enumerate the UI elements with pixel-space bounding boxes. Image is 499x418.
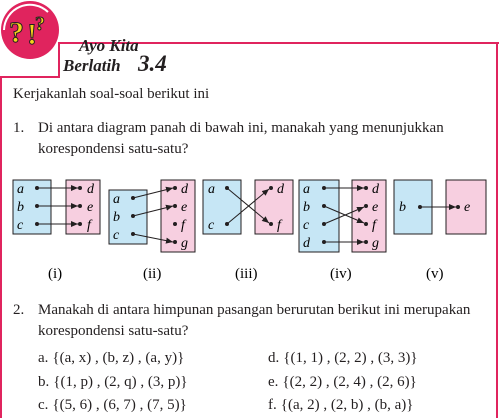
option-c: [38, 397, 187, 414]
svg-text:?: ?: [35, 13, 45, 35]
option-a-text: {(a, x) , (b, z) , (a, y)}: [52, 350, 185, 366]
diagram-i: [13, 180, 100, 234]
arrow-diagrams: [0, 170, 499, 288]
option-f: [268, 397, 413, 414]
diagram-iv-codomain-f: f: [372, 218, 376, 233]
question-1-line1: Di antara diagram panah di bawah ini, manakah yang menunjukkan: [38, 120, 444, 136]
diagram-iii-domain-c: c: [208, 218, 215, 233]
question-1-number: 1.: [13, 120, 25, 136]
diagram-i-domain-c: c: [17, 218, 24, 233]
svg-text:?: ?: [9, 16, 24, 49]
diagram-v-domain-b: b: [399, 200, 406, 215]
diagram-iii-domain-a: a: [208, 182, 215, 197]
section-number: 3.4: [138, 51, 167, 76]
diagram-ii-domain-b: b: [113, 210, 120, 225]
diagram-ii-codomain-d: d: [181, 182, 188, 197]
diagram-ii-codomain-f: f: [181, 218, 185, 233]
question-2-line2: korespondensi satu-satu?: [38, 323, 189, 339]
option-f-label: f.: [268, 397, 277, 413]
diagram-iv-label: (iv): [330, 266, 352, 282]
diagram-ii-codomain-g: g: [181, 236, 188, 251]
diagram-i-domain-b: b: [17, 200, 24, 215]
option-b: [38, 374, 188, 391]
diagram-ii-label: (ii): [143, 266, 162, 282]
option-c-text: {(5, 6) , (6, 7) , (7, 5)}: [52, 397, 187, 413]
svg-text:!: !: [27, 18, 37, 51]
diagram-ii: [109, 180, 195, 252]
question-2-number: 2.: [13, 302, 25, 318]
diagram-iv-domain-b: b: [303, 200, 310, 215]
diagram-iii: [203, 180, 293, 234]
diagram-iv-codomain-g: g: [372, 236, 379, 251]
option-f-text: {(a, 2) , (2, b) , (b, a)}: [280, 397, 414, 413]
diagram-i-codomain-f: f: [87, 218, 91, 233]
diagram-iv: [299, 180, 386, 252]
question-badge-icon: [0, 0, 64, 64]
option-a: [38, 350, 184, 367]
diagram-ii-codomain-e: e: [181, 200, 188, 215]
diagram-ii-domain-a: a: [113, 192, 120, 207]
instruction-text: Kerjakanlah soal-soal berikut ini: [13, 86, 210, 102]
section-title-line2: Berlatih: [63, 56, 121, 75]
section-frame-join: [0, 76, 60, 78]
diagram-iv-codomain-d: d: [372, 182, 379, 197]
option-c-label: c.: [38, 397, 49, 413]
option-d-text: {(1, 1) , (2, 2) , (3, 3)}: [283, 350, 418, 366]
option-e-label: e.: [268, 374, 279, 390]
diagram-ii-codomain-box: [161, 180, 195, 252]
diagram-v-label: (v): [426, 266, 444, 282]
diagram-iv-domain-c: c: [303, 218, 310, 233]
diagram-iii-codomain-box: [255, 180, 293, 234]
diagram-iv-domain-a: a: [303, 182, 310, 197]
diagram-ii-domain-c: c: [113, 228, 120, 243]
diagram-i-label: (i): [48, 266, 63, 282]
diagram-i-domain-a: a: [17, 182, 24, 197]
question-1-line2: korespondensi satu-satu?: [38, 141, 189, 157]
diagram-iv-codomain-box: [352, 180, 386, 252]
option-d: [268, 350, 418, 367]
option-e: [268, 374, 417, 391]
diagram-iv-domain-d: d: [303, 236, 310, 251]
option-d-label: d.: [268, 350, 280, 366]
diagram-v: [394, 180, 486, 234]
diagram-i-codomain-e: e: [87, 200, 94, 215]
option-a-label: a.: [38, 350, 49, 366]
question-2-line1: Manakah di antara himpunan pasangan berurutan berikut ini merupakan: [38, 302, 471, 318]
option-b-label: b.: [38, 374, 50, 390]
diagram-iii-codomain-f: f: [277, 218, 281, 233]
diagram-iii-label: (iii): [235, 266, 258, 282]
diagram-i-codomain-d: d: [87, 182, 94, 197]
section-title-line1: Ayo Kita: [79, 36, 139, 55]
diagram-iv-codomain-e: e: [372, 200, 379, 215]
option-b-text: {(1, p) , (2, q) , (3, p)}: [53, 374, 188, 390]
diagram-iii-codomain-d: d: [277, 182, 284, 197]
diagram-v-codomain-e: e: [464, 200, 471, 215]
option-e-text: {(2, 2) , (2, 4) , (2, 6)}: [282, 374, 417, 390]
